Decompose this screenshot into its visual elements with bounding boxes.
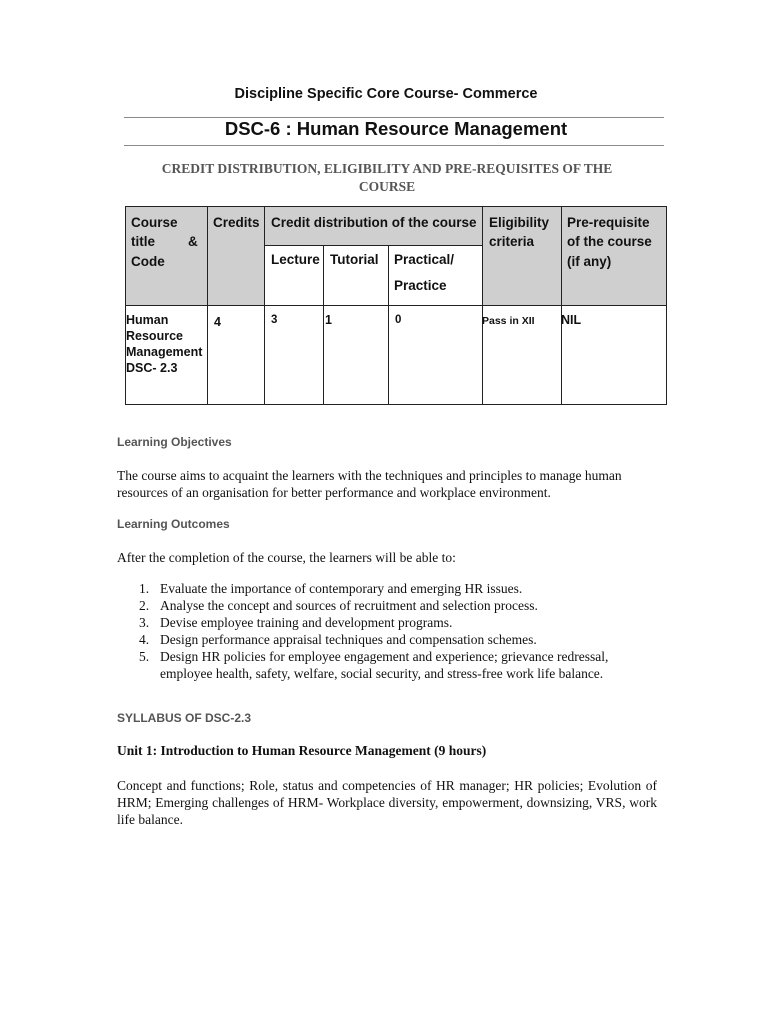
course-name-line: Resource xyxy=(126,329,183,343)
list-item xyxy=(117,597,657,614)
course-name-line: Human xyxy=(126,313,169,327)
table-col-line xyxy=(561,206,562,405)
credit-distribution-table xyxy=(125,206,667,405)
course-title: DSC-6 : Human Resource Management xyxy=(224,118,568,139)
learning-outcomes-intro: After the completion of the course, the learners will be able to: xyxy=(117,550,456,565)
list-item-text: Evaluate the importance of contemporary and emerging HR issues. xyxy=(160,581,523,596)
header-title: title xyxy=(131,234,156,249)
header-tutorial: Tutorial xyxy=(330,252,379,267)
list-item-text: Devise employee training and development programs. xyxy=(160,615,453,630)
list-item-number: 4. xyxy=(139,632,150,647)
header-if-any: (if any) xyxy=(567,254,612,269)
table-col-line xyxy=(482,206,483,405)
table-border-right xyxy=(666,206,667,405)
list-item-number: 2. xyxy=(139,598,150,613)
learning-objectives-text: The course aims to acquaint the learners with the techniques and principles to manage human resources of an organisation for better performance and workplace environment. xyxy=(117,468,622,500)
eligibility-value: Pass in XII xyxy=(482,315,535,327)
list-item-text: Design performance appraisal techniques and compensation schemes. xyxy=(160,632,537,647)
credit-distribution-heading: CREDIT DISTRIBUTION, ELIGIBILITY AND PRE-REQUISITES OF THE COURSE xyxy=(161,161,613,194)
list-item-number: 3. xyxy=(139,615,150,630)
title-rule-bottom xyxy=(124,145,664,146)
list-item xyxy=(117,614,657,631)
table-col-line xyxy=(207,206,208,405)
course-name-line: Management xyxy=(126,345,203,359)
header-course: Course xyxy=(131,215,178,230)
learning-outcomes-list xyxy=(117,580,657,682)
header-prerequisite: Pre-requisite xyxy=(567,215,650,230)
header-credits: Credits xyxy=(213,215,260,230)
unit1-title: Unit 1: Introduction to Human Resource Management (9 hours) xyxy=(117,743,487,758)
list-item-number: 5. xyxy=(139,649,150,664)
unit1-text: Concept and functions; Role, status and competencies of HR manager; HR policies; Evolution of HRM; Emerging challenges of HRM- Workplace diversity, empowerment, downsizing, VRS, work life balance. xyxy=(117,778,657,827)
credits-value: 4 xyxy=(214,315,221,329)
header-credit-distribution: Credit distribution of the course xyxy=(271,215,477,230)
learning-outcomes-heading: Learning Outcomes xyxy=(117,517,230,531)
header-ampersand: & xyxy=(188,234,198,249)
learning-objectives-heading: Learning Objectives xyxy=(117,435,232,449)
course-code: DSC- 2.3 xyxy=(126,361,178,375)
prerequisite-value: NIL xyxy=(561,313,582,327)
table-col-line xyxy=(323,245,324,405)
list-item-text: Design HR policies for employee engagement and experience; grievance redressal, employee health, safety, welfare, social security, and stress-free work life balance. xyxy=(160,649,609,681)
list-item xyxy=(117,580,657,597)
list-item xyxy=(117,631,657,648)
header-of-the-course: of the course xyxy=(567,234,652,249)
discipline-heading: Discipline Specific Core Course- Commerce xyxy=(234,86,538,102)
header-practice: Practice xyxy=(394,278,447,293)
header-criteria: criteria xyxy=(489,234,535,249)
list-item xyxy=(117,648,657,682)
list-item-text: Analyse the concept and sources of recruitment and selection process. xyxy=(160,598,538,613)
table-subheader-line xyxy=(264,245,482,246)
list-item-number: 1. xyxy=(139,581,150,596)
tutorial-value: 1 xyxy=(325,313,332,327)
practical-value: 0 xyxy=(395,314,402,326)
syllabus-heading: SYLLABUS OF DSC-2.3 xyxy=(117,711,252,725)
header-code: Code xyxy=(131,254,165,269)
header-practical: Practical/ xyxy=(394,252,455,267)
header-eligibility: Eligibility xyxy=(489,215,550,230)
table-col-line xyxy=(264,206,265,405)
lecture-value: 3 xyxy=(271,314,278,326)
table-col-line xyxy=(388,245,389,405)
header-lecture: Lecture xyxy=(271,252,320,267)
